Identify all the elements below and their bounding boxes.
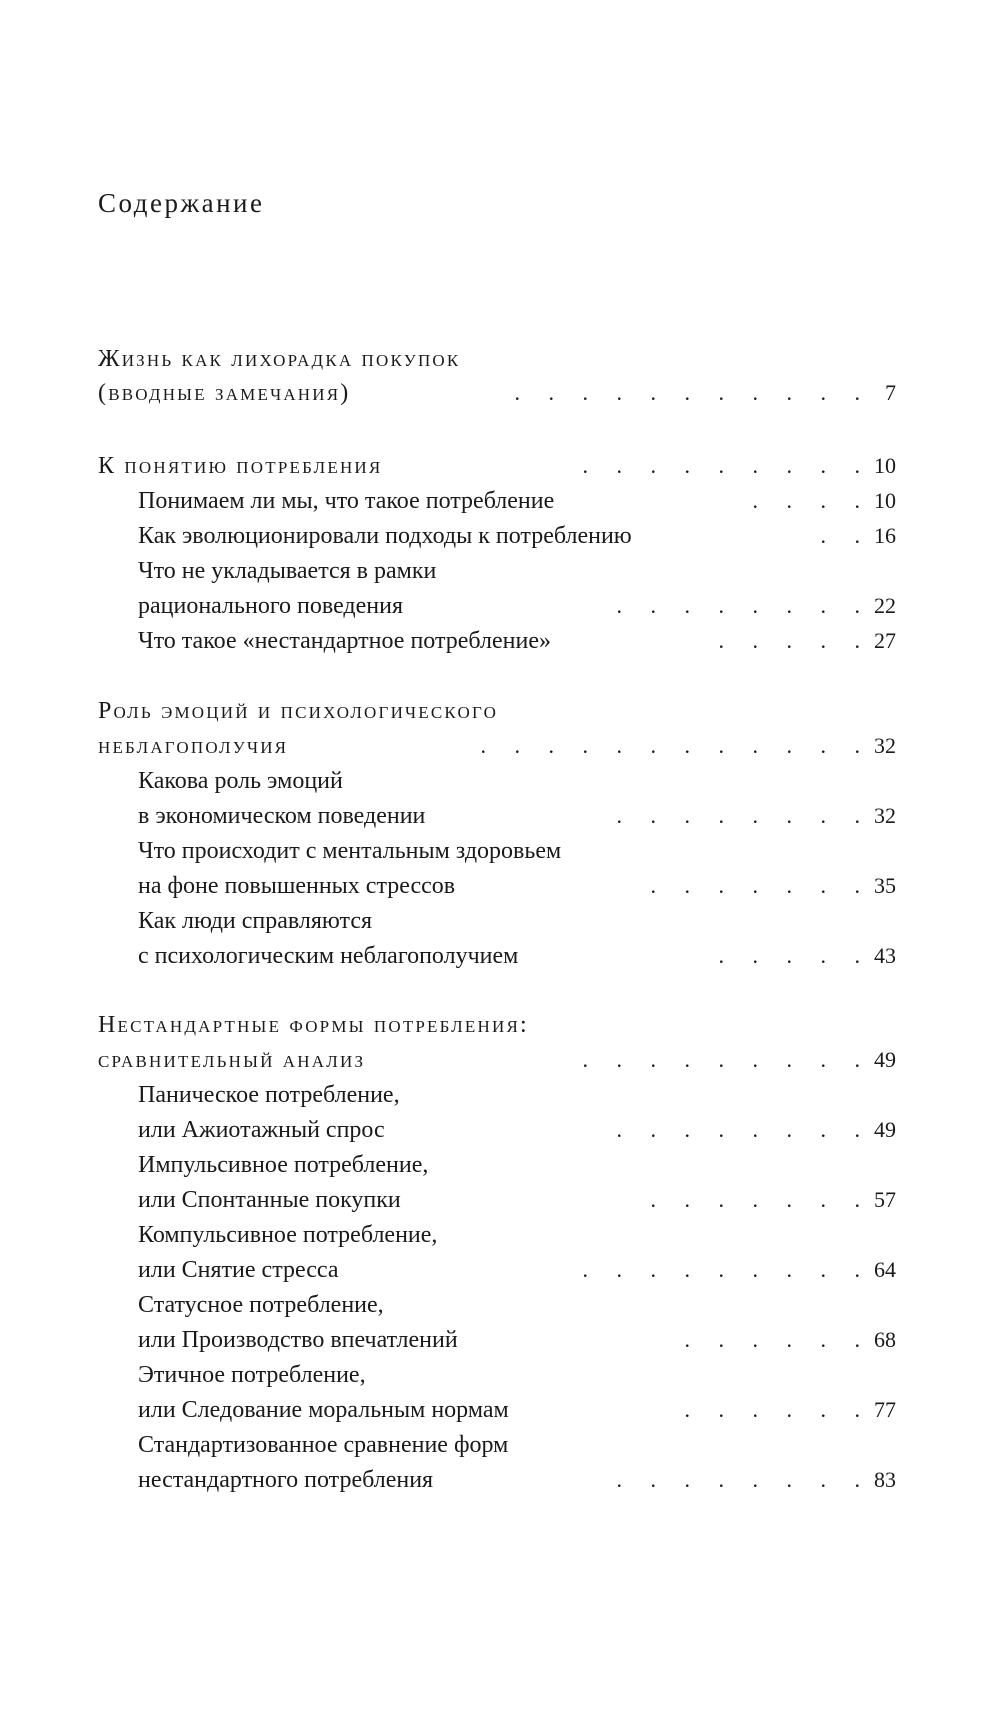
- page-number: 83: [874, 1467, 896, 1492]
- toc-entry: Что не укладывается в рамки: [138, 558, 437, 584]
- toc-entry: Импульсивное потребление,: [138, 1152, 429, 1178]
- page-number: 10: [874, 453, 896, 478]
- page-number: 49: [874, 1047, 896, 1072]
- leader-dots: . . . . . . . . . . .: [514, 380, 860, 405]
- page-number: 49: [874, 1117, 896, 1142]
- leader-dots: . . . . .: [718, 628, 860, 653]
- leader-dots: . . . . .: [718, 943, 860, 968]
- leader-dots: . .: [820, 523, 860, 548]
- toc-part-title: К понятию потребления . . . . . . . . . 10: [98, 448, 896, 484]
- toc-part-title: неблагополучия . . . . . . . . . . . . 32: [98, 728, 896, 764]
- page-number: 7: [885, 380, 896, 405]
- toc-part-title: сравнительный анализ . . . . . . . . . 49: [98, 1042, 896, 1078]
- leader-dots: . . . . . . . . .: [582, 1257, 860, 1282]
- toc-part-title: Роль эмоций и психологического: [98, 698, 499, 724]
- leader-dots: . . . . . . .: [650, 873, 860, 898]
- leader-dots: . . . . . . . .: [616, 1467, 860, 1492]
- leader-dots: . . . . . . . .: [616, 1117, 860, 1142]
- page-number: 10: [874, 488, 896, 513]
- page-number: 32: [874, 803, 896, 828]
- page-number: 35: [874, 873, 896, 898]
- toc-entry: Этичное потребление,: [138, 1362, 366, 1388]
- toc-entry: Статусное потребление,: [138, 1292, 384, 1318]
- toc-part-title: Нестандартные формы потребления:: [98, 1012, 529, 1038]
- toc-entry: Стандартизованное сравнение форм: [138, 1432, 509, 1458]
- toc-entry: или Ажиотажный спрос . . . . . . . . 49: [138, 1112, 896, 1148]
- toc-entry: в экономическом поведении . . . . . . . . 32: [138, 798, 896, 834]
- leader-dots: . . . . . . . .: [616, 593, 860, 618]
- page-number: 64: [874, 1257, 896, 1282]
- leader-dots: . . . . . .: [684, 1397, 860, 1422]
- toc-part-title: Жизнь как лихорадка покупок: [98, 346, 461, 372]
- page-number: 68: [874, 1327, 896, 1352]
- page-number: 27: [874, 628, 896, 653]
- toc-entry: рационального поведения . . . . . . . . 22: [138, 588, 896, 624]
- toc-entry: Что происходит с ментальным здоровьем: [138, 838, 562, 864]
- toc-entry: с психологическим неблагополучием . . . . . 43: [138, 938, 896, 974]
- leader-dots: . . . . . . . . .: [582, 1047, 860, 1072]
- page-number: 77: [874, 1397, 896, 1422]
- leader-dots: . . . . . . . . .: [582, 453, 860, 478]
- toc-entry: или Производство впечатлений . . . . . . 68: [138, 1322, 896, 1358]
- toc-entry: нестандартного потребления . . . . . . . . 83: [138, 1462, 896, 1498]
- leader-dots: . . . .: [752, 488, 860, 513]
- toc-entry: или Спонтанные покупки . . . . . . . 57: [138, 1182, 896, 1218]
- toc-entry: Паническое потребление,: [138, 1082, 400, 1108]
- page-number: 16: [874, 523, 896, 548]
- toc-entry: Компульсивное потребление,: [138, 1222, 438, 1248]
- leader-dots: . . . . . .: [684, 1327, 860, 1352]
- leader-dots: . . . . . . .: [650, 1187, 860, 1212]
- page-number: 32: [874, 733, 896, 758]
- leader-dots: . . . . . . . .: [616, 803, 860, 828]
- toc-entry: Как эволюционировали подходы к потреблению . . 16: [138, 518, 896, 554]
- page-number: 22: [874, 593, 896, 618]
- toc-entry: Как люди справляются: [138, 908, 373, 934]
- toc-title: Содержание: [98, 188, 265, 218]
- toc-entry: Какова роль эмоций: [138, 768, 343, 794]
- toc-part-title: (вводные замечания) . . . . . . . . . . . 7: [98, 375, 896, 411]
- toc-entry: или Снятие стресса . . . . . . . . . 64: [138, 1252, 896, 1288]
- toc-entry: Понимаем ли мы, что такое потребление . . . . 10: [138, 483, 896, 519]
- toc-entry: на фоне повышенных стрессов . . . . . . . 35: [138, 868, 896, 904]
- leader-dots: . . . . . . . . . . . .: [480, 733, 860, 758]
- toc-entry: Что такое «нестандартное потребление» . . . . . 27: [138, 623, 896, 659]
- toc-entry: или Следование моральным нормам . . . . . . 77: [138, 1392, 896, 1428]
- page-number: 43: [874, 943, 896, 968]
- page-number: 57: [874, 1187, 896, 1212]
